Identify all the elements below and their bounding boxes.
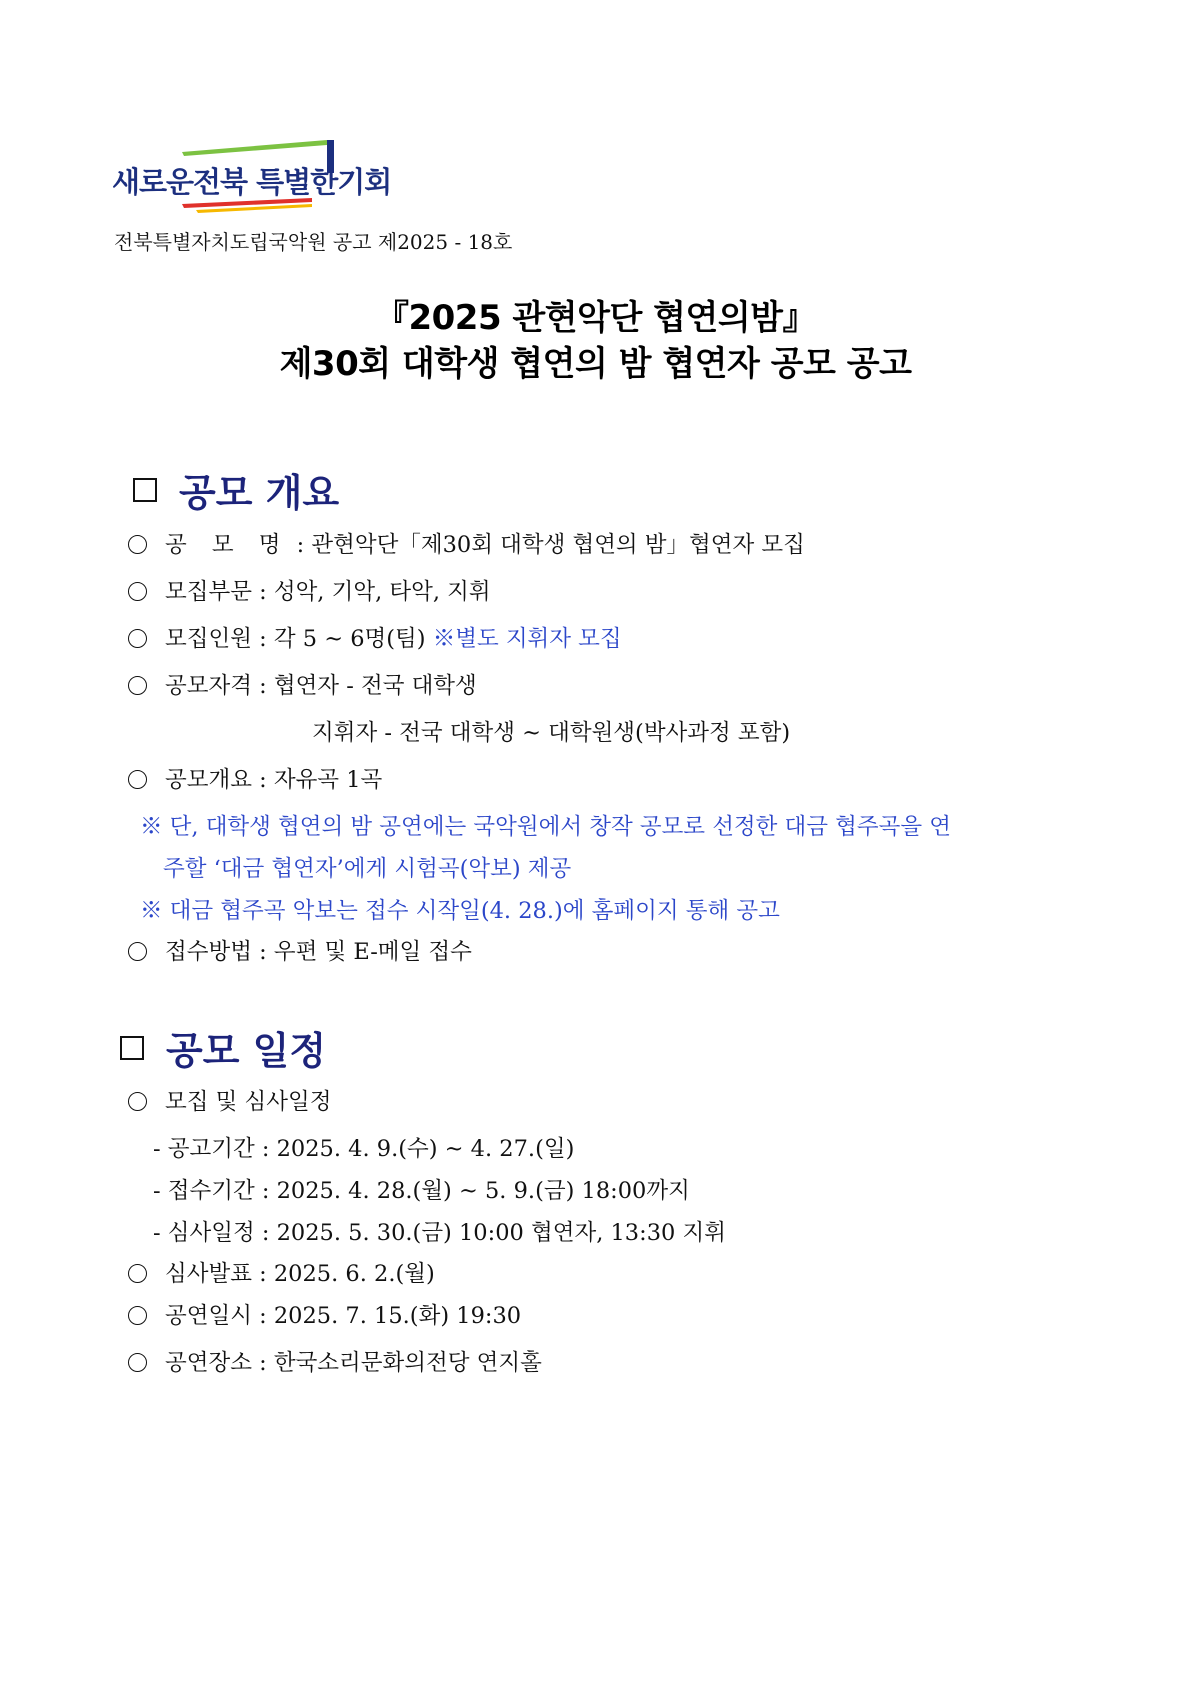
logo-text: 새로운전북 특별한기회 [112, 165, 392, 199]
section-title: 공모 개요 [179, 471, 340, 515]
section-schedule-heading [120, 1020, 326, 1075]
note-1-line-1: ※ 단, 대학생 협연의 밤 공연에는 국악원에서 창작 공모로 선정한 대금 협주곡을 연 [140, 814, 951, 840]
notice-number: 전북특별자치도립국악원 공고 제2025 - 18호 [114, 230, 513, 254]
item-value: : 우편 및 E-메일 접수 [259, 939, 472, 965]
note-2: ※ 대금 협주곡 악보는 접수 시작일(4. 28.)에 홈페이지 통해 공고 [140, 898, 780, 924]
circle-bullet-icon [128, 629, 147, 648]
circle-bullet-icon [128, 1306, 147, 1325]
item-label: 공연장소 [165, 1350, 252, 1376]
logo [112, 140, 412, 220]
item-label: 공 모 명 [165, 532, 290, 558]
item-label: 모집부문 [165, 579, 252, 605]
circle-bullet-icon [128, 1353, 147, 1372]
item-performance-date [128, 1301, 521, 1331]
item-qualification-conductor: 지휘자 - 전국 대학생 ~ 대학원생(박사과정 포함) [312, 720, 791, 746]
item-value: : 한국소리문화의전당 연지홀 [259, 1350, 542, 1376]
title-line-1: 『2025 관현악단 협연의밤』 [374, 298, 817, 338]
checkbox-square-icon [120, 1036, 144, 1060]
item-label: 공연일시 [165, 1303, 252, 1329]
item-value: : 각 5 ~ 6명(팀) [259, 626, 426, 652]
item-method [128, 937, 472, 967]
item-label: 심사발표 [165, 1261, 252, 1287]
item-value: : 2025. 7. 15.(화) 19:30 [259, 1303, 522, 1329]
schedule-announcement: - 공고기간 : 2025. 4. 9.(수) ~ 4. 27.(일) [153, 1136, 575, 1162]
section-overview-heading [133, 462, 339, 517]
section-title: 공모 일정 [166, 1029, 327, 1073]
item-label: 접수방법 [165, 939, 252, 965]
item-label: 공모개요 [165, 767, 252, 793]
checkbox-square-icon [133, 478, 157, 502]
item-result [128, 1259, 435, 1289]
item-summary [128, 765, 382, 795]
title-line-2: 제30회 대학생 협연의 밤 협연자 공모 공고 [279, 344, 912, 384]
circle-bullet-icon [128, 770, 147, 789]
item-note: ※별도 지휘자 모집 [432, 626, 622, 652]
schedule-application: - 접수기간 : 2025. 4. 28.(월) ~ 5. 9.(금) 18:00까지 [153, 1178, 690, 1204]
circle-bullet-icon [128, 1092, 147, 1111]
item-name [128, 530, 805, 560]
circle-bullet-icon [128, 942, 147, 961]
item-value: : 협연자 - 전국 대학생 [259, 673, 477, 699]
circle-bullet-icon [128, 676, 147, 695]
item-count [128, 624, 622, 654]
circle-bullet-icon [128, 1264, 147, 1283]
note-1-line-2: 주할 ‘대금 협연자’에게 시험곡(악보) 제공 [163, 856, 572, 882]
circle-bullet-icon [128, 535, 147, 554]
item-recruit-schedule [128, 1087, 331, 1117]
item-qualification [128, 671, 477, 701]
item-value: : 성악, 기악, 타악, 지휘 [259, 579, 491, 605]
item-venue [128, 1348, 542, 1378]
item-label: 모집 및 심사일정 [165, 1089, 332, 1115]
schedule-review: - 심사일정 : 2025. 5. 30.(금) 10:00 협연자, 13:30 지휘 [153, 1220, 726, 1246]
circle-bullet-icon [128, 582, 147, 601]
item-value: : 자유곡 1곡 [259, 767, 383, 793]
item-value: : 2025. 6. 2.(월) [259, 1261, 435, 1287]
item-value: : 관현악단「제30회 대학생 협연의 밤」협연자 모집 [296, 532, 805, 558]
item-label: 공모자격 [165, 673, 252, 699]
item-division [128, 577, 491, 607]
item-label: 모집인원 [165, 626, 252, 652]
